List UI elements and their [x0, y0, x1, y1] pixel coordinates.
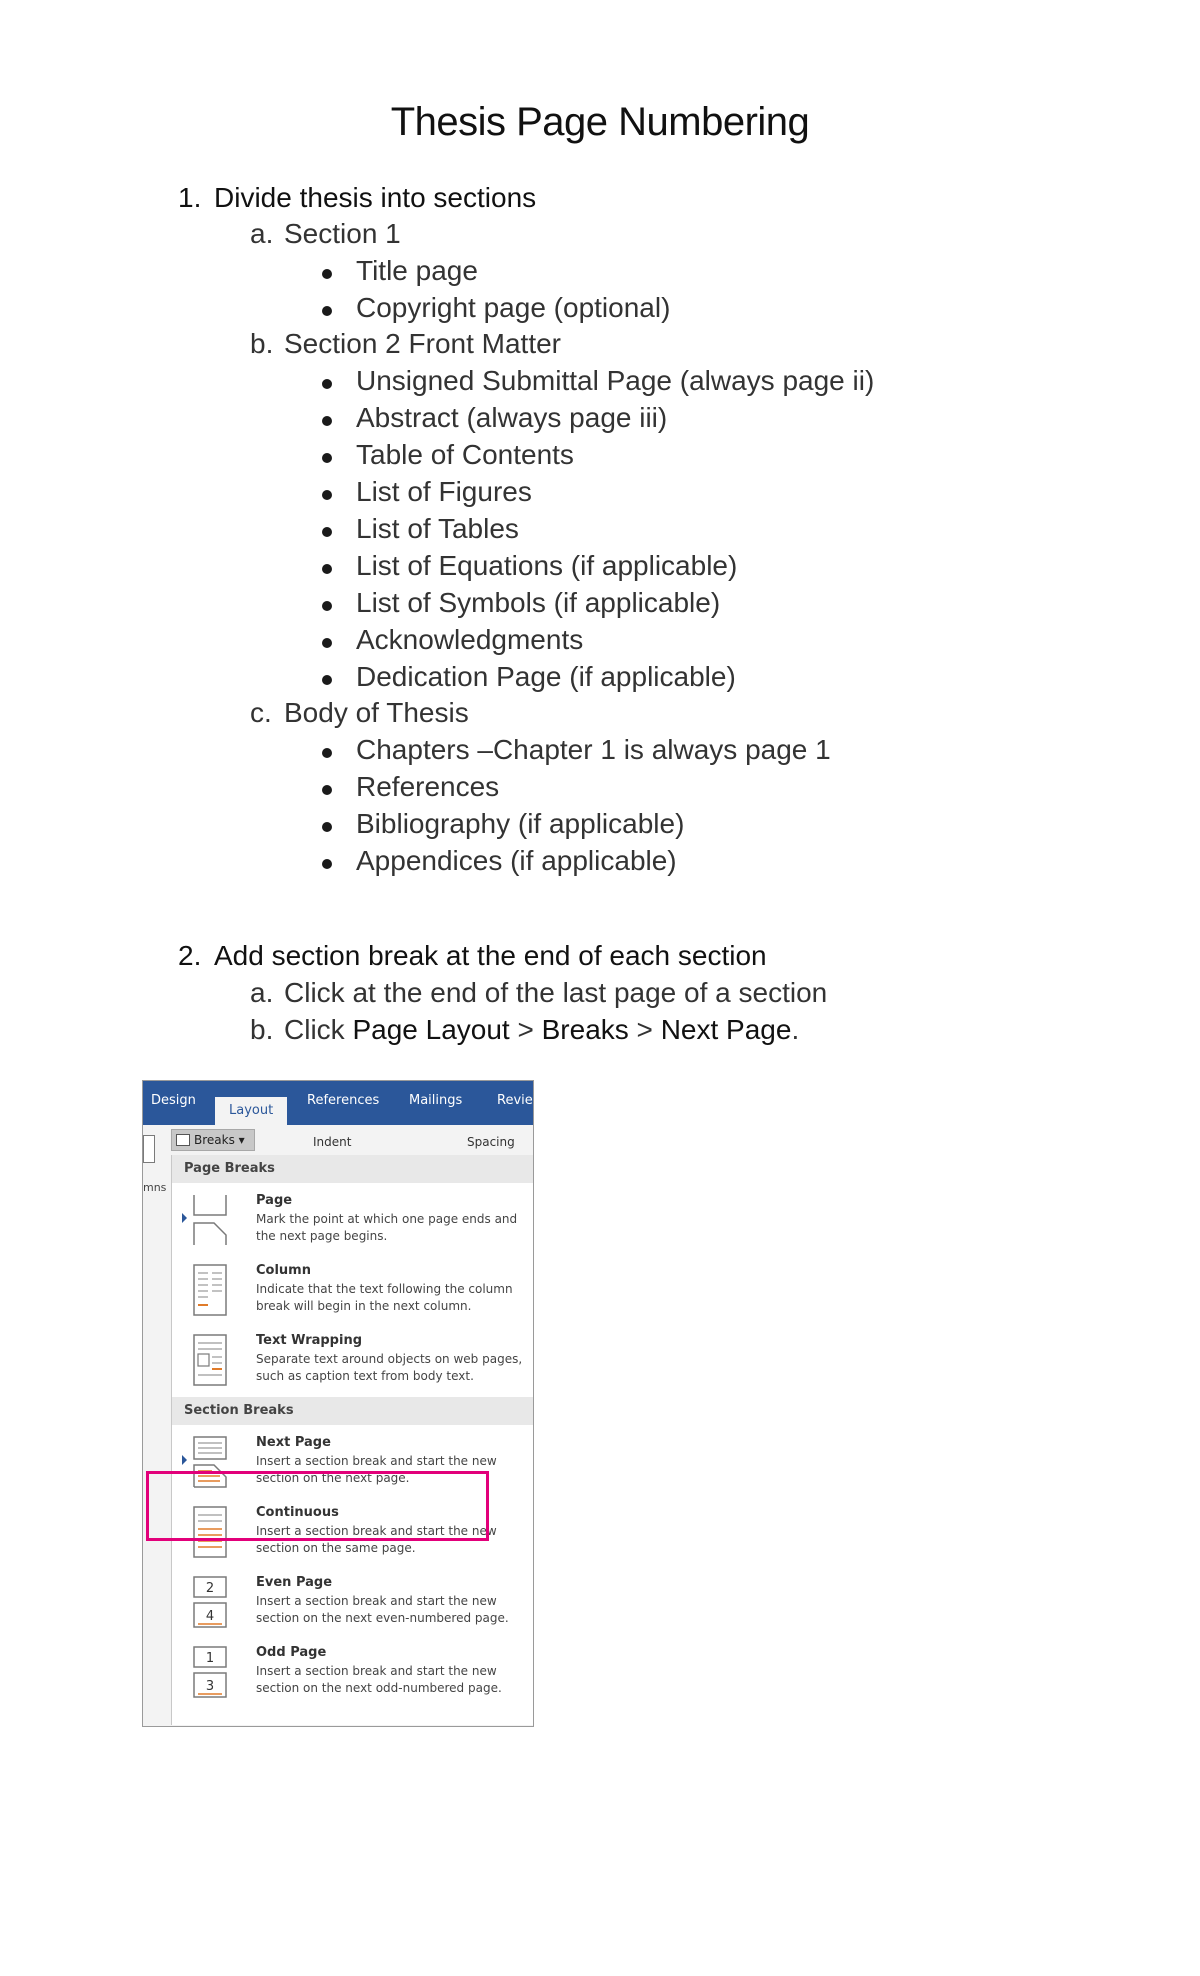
svg-text:2: 2 [205, 1581, 215, 1596]
page-breaks-header: Page Breaks [172, 1155, 534, 1183]
tab-mailings[interactable]: Mailings [409, 1093, 463, 1108]
svg-text:3: 3 [205, 1679, 215, 1694]
next-page-highlight [146, 1471, 489, 1541]
substep-label: Section 1 [284, 218, 401, 249]
bullet-icon [322, 453, 332, 463]
bullet-icon [322, 638, 332, 648]
columns-label: mns [143, 1181, 167, 1194]
step-2 [178, 940, 767, 972]
bullet-icon [322, 601, 332, 611]
substep-2a [250, 977, 827, 1009]
tab-design[interactable]: Design [151, 1093, 196, 1108]
menu-item-page[interactable]: Page Mark the point at which one page ends and the next page begins. [172, 1185, 534, 1255]
menu-item-even-page[interactable]: 2 4 Even Page Insert a section break and start the new section on the next even-numbered page. [172, 1567, 534, 1637]
substep-letter: c. [250, 697, 272, 728]
bullet-icon [322, 306, 332, 316]
bullet-icon [322, 675, 332, 685]
column-break-icon [190, 1263, 230, 1317]
bullet-icon [322, 748, 332, 758]
text-wrapping-icon [190, 1333, 230, 1387]
substep-1a [250, 218, 401, 250]
bullet-icon [322, 822, 332, 832]
ribbon-tab-bar [143, 1081, 533, 1125]
menu-path-breaks: Breaks [541, 1014, 629, 1045]
menu-path-page-layout: Page Layout [352, 1014, 510, 1045]
bullet-icon [322, 416, 332, 426]
bullet-icon [322, 379, 332, 389]
odd-page-break-icon [190, 1645, 230, 1699]
indent-label: Indent [313, 1135, 352, 1149]
ribbon-row [143, 1125, 533, 1156]
substep-label: Body of Thesis [284, 697, 469, 728]
step-1 [178, 182, 536, 214]
caret-icon [182, 1213, 187, 1223]
substep-1b [250, 328, 561, 360]
caret-icon [182, 1455, 187, 1465]
substep-letter: a. [250, 218, 274, 249]
bullet-icon [322, 564, 332, 574]
menu-path-separator: > [509, 1014, 542, 1045]
menu-item-text-wrapping[interactable]: Text Wrapping Separate text around objects on web pages, such as caption text from body text. [172, 1325, 534, 1395]
even-page-break-icon [190, 1575, 230, 1629]
substep-label: Section 2 Front Matter [284, 328, 562, 359]
chevron-down-icon: ▾ [238, 1133, 245, 1147]
tab-references[interactable]: References [307, 1093, 380, 1108]
document-title: Thesis Page Numbering [390, 100, 810, 144]
step-label: Add section break at the end of each section [214, 940, 767, 971]
substep-prefix: Click [284, 1014, 353, 1045]
page-break-icon [190, 1193, 230, 1247]
substep-letter: b. [250, 328, 274, 359]
step-number: 2. [178, 940, 202, 971]
word-breaks-menu-screenshot [142, 1080, 534, 1727]
substep-suffix: . [791, 1014, 800, 1045]
substep-2b [250, 1014, 799, 1046]
menu-path-separator: > [628, 1014, 661, 1045]
svg-text:4: 4 [205, 1609, 215, 1624]
tab-layout[interactable]: Layout [215, 1097, 287, 1125]
columns-cut-off [143, 1155, 171, 1725]
breaks-dropdown-menu [171, 1155, 534, 1725]
menu-item-next-page[interactable]: Next Page Insert a section break and start the new section on the next page. [172, 1427, 534, 1497]
svg-text:1: 1 [205, 1651, 215, 1666]
bullet-icon [322, 785, 332, 795]
document-page: Thesis Page Numbering 1. Divide thesis into sections a. Section 1 Title page Copyright page (optional) b. Section 2 Front Matter Unsigned Submittal Page (always page ii) Abstract (always page iii) Table of Contents List of Figures List of Tables List of Equations (if applicable) List of Symbols (if applicable) Acknowledgments Dedication Page (if applicable) c. Body of Thesis Chapters –Chapter 1 is always page 1 References Bibliography (if applicable) Appendices (if applicable) 2. Add section break at the end of each section a. Click at the end of the last page of a section b. Click Page Layout > Breaks > Next Page. Design Layout References Mailings Revie Breaks ▾ Indent Spacing mns Page Breaks Page Mark the point at which one page ends and the next page begins. Column Indicate that the text following the column break will begin in the next column. Text Wrapping Separate text around objects on web pages, such as caption text from body text. Section Breaks Next Page Insert a section break and start the new section on the next page. Continuous Insert a section break and start the new section on the same page. 2 4 Even Page Insert a section break and start the new section on the next even-numbered page. 1 3 Odd Page Insert a section break and start the new section on the next odd-numbered page. [0, 0, 1200, 1976]
step-label: Divide thesis into sections [214, 182, 537, 213]
substep-letter: a. [250, 977, 274, 1008]
bullet-icon [322, 859, 332, 869]
breaks-button[interactable]: Breaks ▾ [171, 1129, 255, 1151]
substep-label: Click at the end of the last page of a section [284, 977, 828, 1008]
menu-item-column[interactable]: Column Indicate that the text following the column break will begin in the next column. [172, 1255, 534, 1325]
step-number: 1. [178, 182, 202, 213]
menu-item-continuous[interactable]: Continuous Insert a section break and start the new section on the same page. [172, 1497, 534, 1567]
spacing-label: Spacing [467, 1135, 515, 1149]
bullet-icon [322, 490, 332, 500]
substep-letter: b. [250, 1014, 274, 1045]
menu-path-next-page: Next Page [660, 1014, 792, 1045]
section-breaks-header: Section Breaks [172, 1397, 534, 1425]
tab-review[interactable]: Revie [497, 1093, 533, 1108]
bullet-icon [322, 527, 332, 537]
menu-item-odd-page[interactable]: 1 3 Odd Page Insert a section break and start the new section on the next odd-numbered page. [172, 1637, 534, 1707]
breaks-icon [176, 1134, 190, 1146]
substep-1c [250, 697, 469, 729]
columns-icon [143, 1135, 155, 1163]
bullet-icon [322, 269, 332, 279]
